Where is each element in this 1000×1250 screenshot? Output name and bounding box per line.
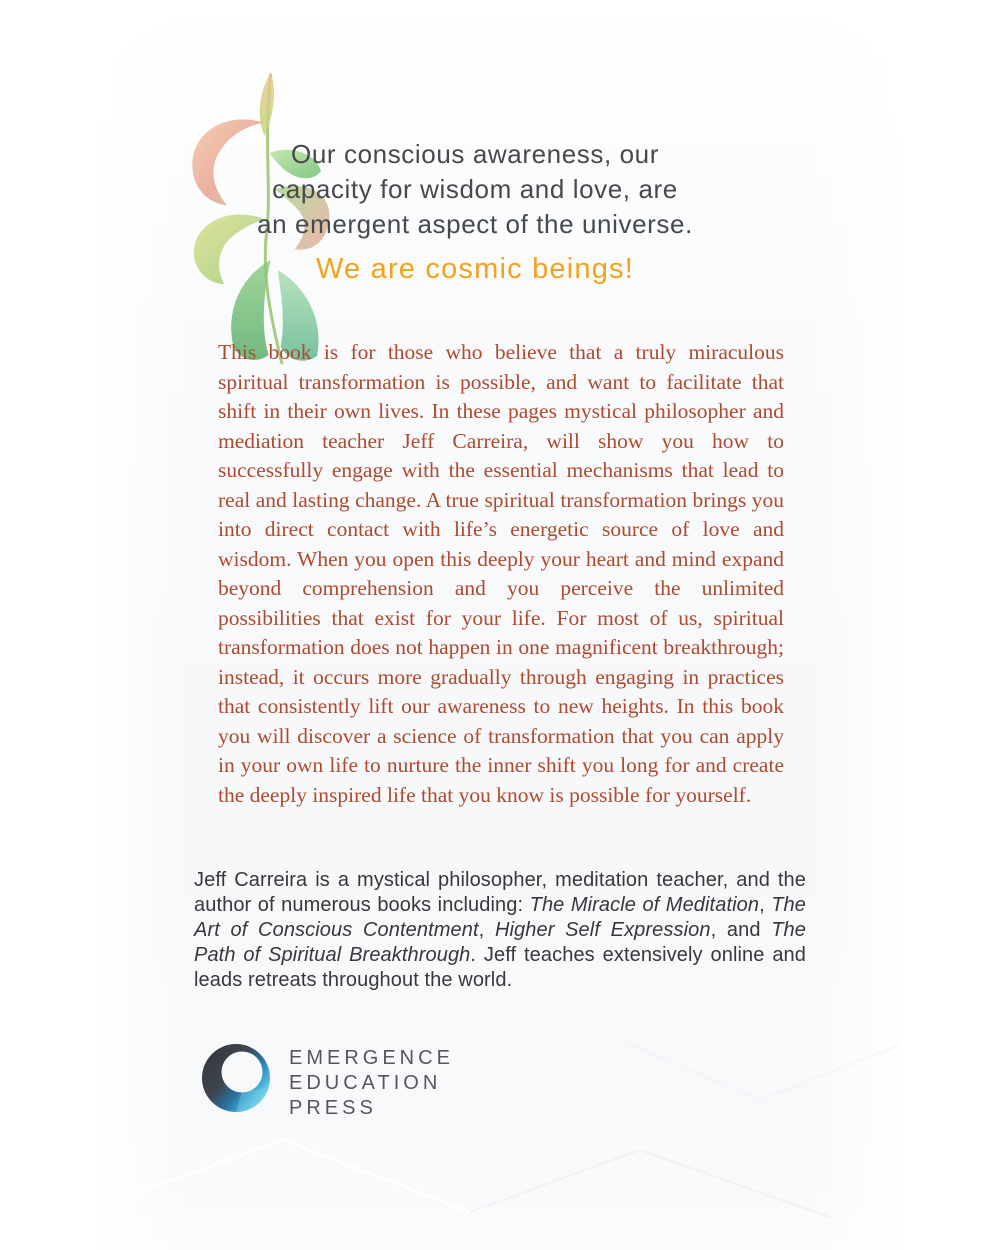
quote-line-2: capacity for wisdom and love, are	[272, 174, 678, 204]
quote-line-3: an emergent aspect of the universe.	[257, 209, 693, 239]
publisher-logo	[200, 1042, 454, 1121]
quote-highlight: We are cosmic beings!	[315, 253, 634, 285]
publisher-name-line-1: EMERGENCE	[289, 1047, 454, 1069]
synopsis-paragraph: This book is for those who believe that a truly miraculous spiritual transformation is possible, and want to facilitate that shift in their own lives. In these pages mystical philosopher and mediation teacher Jeff Carreira, will show you how to successfully engage with the essential mechanisms that lead to real and lasting change. A true spiritual transformation brings you into direct contact with life’s energetic source of love and wisdom. When you open this deeply your heart and mind expand beyond comprehension and you perceive the unlimited possibilities that exist for your life. For most of us, spiritual transformation does not happen in one magnificent breakthrough; instead, it occurs more gradually through engaging in practices that consistently lift our awareness to new heights. In this book you will discover a science of transformation that you can apply in your own life to nurture the inner shift you long for and create the deeply inspired life that you know is possible for yourself.	[218, 340, 784, 807]
quote-line-1: Our conscious awareness, our	[291, 139, 659, 169]
publisher-name-line-2: EDUCATION	[289, 1072, 442, 1094]
publisher-name	[289, 1042, 454, 1121]
publisher-name-line-3: PRESS	[289, 1097, 377, 1119]
author-bio-paragraph: Jeff Carreira is a mystical philosopher, meditation teacher, and the author of numerous books including: The Miracle of Meditation, The Art of Conscious Contentment, Higher Self Expression, and The Path of Spiritual Breakthrough. Jeff teaches extensively online and leads retreats throughout the world.	[194, 869, 807, 991]
quote-block	[150, 137, 800, 287]
emergence-ring-icon	[200, 1042, 272, 1114]
